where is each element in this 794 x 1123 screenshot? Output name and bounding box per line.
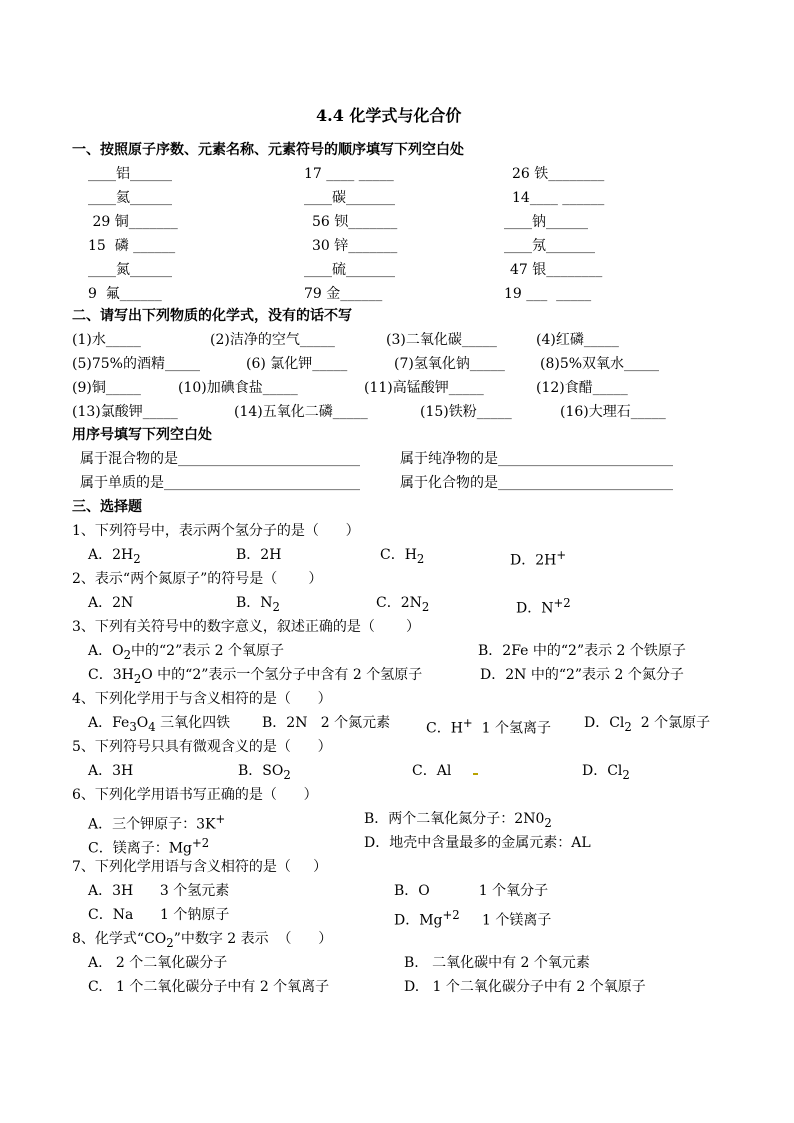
- question-1-option-a: A．$2H_2$: [88, 547, 141, 566]
- section-2-subheading: 用序号填写下列空白处: [72, 427, 212, 443]
- question-1-option-b: B．2H: [236, 547, 282, 563]
- formula-blank-5: (5)75%的酒精_____: [72, 356, 200, 372]
- question-7-stem: 7、下列化学用语与含义相符的是（ ）: [72, 859, 328, 875]
- question-3-stem: 3、下列有关符号中的数字意义，叙述正确的是（ ）: [72, 619, 421, 635]
- element-blank-3: 26 铁________: [512, 166, 605, 182]
- element-blank-13: ____氮______: [88, 262, 172, 278]
- question-5-option-c: C．Al: [412, 763, 452, 779]
- question-7-option-b: B．O 1 个氧分子: [394, 883, 549, 899]
- question-3-option-c: C．$3H_2O$ 中的“2”表示一个氢分子中含有 2 个氢原子: [88, 667, 423, 686]
- question-4-option-c: C．H+ 1 个氢离子: [426, 716, 551, 737]
- question-3-option-d: D．2N 中的“2”表示 2 个氮分子: [480, 667, 684, 683]
- question-1-option-d: D．2H+: [510, 548, 567, 569]
- element-blank-14: ____硫_______: [304, 262, 395, 278]
- formula-blank-8: (8)5%双氧水_____: [540, 356, 660, 372]
- section-1-heading: 一、按照原子序数、元素名称、元素符号的顺序填写下列空白处: [72, 142, 464, 158]
- question-8-option-a: A. 2 个二氧化碳分子: [88, 955, 228, 971]
- element-blank-9: ____钠______: [504, 214, 588, 230]
- question-6-option-c: C．镁离子：$Mg^{+2}$: [88, 836, 210, 857]
- question-4-option-a: A．$Fe_3O_4$ 三氧化四铁: [88, 715, 231, 734]
- question-5-stem: 5、下列符号只具有微观含义的是（ ）: [72, 739, 332, 755]
- question-6-option-d: D．地壳中含量最多的金属元素：AL: [364, 835, 591, 851]
- question-5-option-b: B．$SO_2$: [238, 763, 291, 782]
- element-blank-8: 56 钡_______: [312, 214, 398, 230]
- question-3-option-b: B．2Fe 中的“2”表示 2 个铁原子: [478, 643, 686, 659]
- element-blank-17: 79 金______: [304, 286, 383, 302]
- question-6-option-a: A．三个钾原子：3K+: [88, 812, 226, 833]
- question-6-option-b: B．两个二氧化氮分子：$2N0_2$: [364, 811, 552, 830]
- formula-blank-3: (3)二氧化碳_____: [386, 332, 497, 348]
- question-1-option-c: C．$H_2$: [380, 547, 425, 566]
- question-4-stem: 4、下列化学用于与含义相符的是（ ）: [72, 691, 332, 707]
- question-3-option-a: A．$O_2$中的“2”表示 2 个氧原子: [88, 643, 285, 662]
- question-8-option-c: C. 1 个二氧化碳分子中有 2 个氧离子: [88, 979, 330, 995]
- element-blank-4: ____氦______: [88, 190, 172, 206]
- question-8-stem: 8、化学式“$CO_2$”中数字 2 表示 （ ）: [72, 931, 333, 950]
- element-substance-blank: 属于单质的是____________________________: [80, 475, 360, 491]
- formula-blank-16: (16)大理石_____: [560, 404, 666, 420]
- stray-mark: [473, 773, 478, 775]
- formula-blank-2: (2)洁净的空气_____: [210, 332, 335, 348]
- formula-blank-15: (15)铁粉_____: [420, 404, 512, 420]
- question-7-option-a: A．3H 3 个氢元素: [88, 883, 230, 899]
- formula-blank-7: (7)氢氧化钠_____: [394, 356, 505, 372]
- question-2-option-d: D．$N^{+2}$: [516, 596, 571, 617]
- formula-blank-1: (1)水_____: [72, 332, 141, 348]
- element-blank-12: ____氖_______: [504, 238, 595, 254]
- element-blank-10: 15 磷 ______: [88, 238, 176, 254]
- formula-blank-4: (4)红磷_____: [536, 332, 619, 348]
- compound-blank: 属于化合物的是_________________________: [400, 475, 673, 491]
- question-4-option-b: B．2N 2 个氮元素: [262, 715, 391, 731]
- element-blank-6: 14____ ______: [512, 190, 605, 206]
- page-title: 4.4 化学式与化合价: [316, 106, 462, 125]
- formula-blank-13: (13)氯酸钾_____: [72, 404, 178, 420]
- question-5-option-d: D．$Cl_2$: [582, 763, 630, 782]
- element-blank-11: 30 锌_______: [312, 238, 398, 254]
- question-1-stem: 1、下列符号中，表示两个氢分子的是（ ）: [72, 523, 360, 539]
- element-blank-5: ____碳_______: [304, 190, 395, 206]
- formula-blank-6: (6) 氯化钾_____: [246, 356, 348, 372]
- question-2-option-c: C．$2N_2$: [376, 595, 430, 614]
- element-blank-2: 17 ____ _____: [304, 166, 394, 182]
- pure-substance-blank: 属于纯净物的是_________________________: [400, 451, 673, 467]
- formula-blank-12: (12)食醋_____: [536, 380, 628, 396]
- element-blank-7: 29 铜_______: [88, 214, 178, 230]
- formula-blank-10: (10)加碘食盐_____: [178, 380, 298, 396]
- formula-blank-11: (11)高锰酸钾_____: [364, 380, 484, 396]
- element-blank-15: 47 银________: [510, 262, 603, 278]
- question-2-stem: 2、表示“两个氮原子”的符号是（ ）: [72, 571, 323, 587]
- question-7-option-d: D．$Mg^{+2}$ 1 个镁离子: [394, 908, 552, 929]
- question-2-option-b: B．$N_2$: [236, 595, 280, 614]
- question-8-option-d: D. 1 个二氧化碳分子中有 2 个氧原子: [404, 979, 646, 995]
- question-2-option-a: A．2N: [88, 595, 134, 611]
- element-blank-16: 9 氟______: [88, 286, 162, 302]
- question-8-option-b: B. 二氧化碳中有 2 个氧元素: [404, 955, 590, 971]
- question-7-option-c: C．Na 1 个钠原子: [88, 907, 230, 923]
- section-2-heading: 二、请写出下列物质的化学式，没有的话不写: [72, 308, 352, 324]
- formula-blank-14: (14)五氧化二磷_____: [234, 404, 368, 420]
- formula-blank-9: (9)铜_____: [72, 380, 141, 396]
- question-6-stem: 6、下列化学用语书写正确的是（ ）: [72, 787, 318, 803]
- mixture-blank: 属于混合物的是__________________________: [80, 451, 360, 467]
- question-5-option-a: A．3H: [88, 763, 134, 779]
- element-blank-1: ____铝______: [88, 166, 172, 182]
- element-blank-18: 19 ___ _____: [504, 286, 592, 302]
- section-3-heading: 三、选择题: [72, 499, 142, 515]
- question-4-option-d: D．$Cl_2$ 2 个氯原子: [584, 715, 711, 734]
